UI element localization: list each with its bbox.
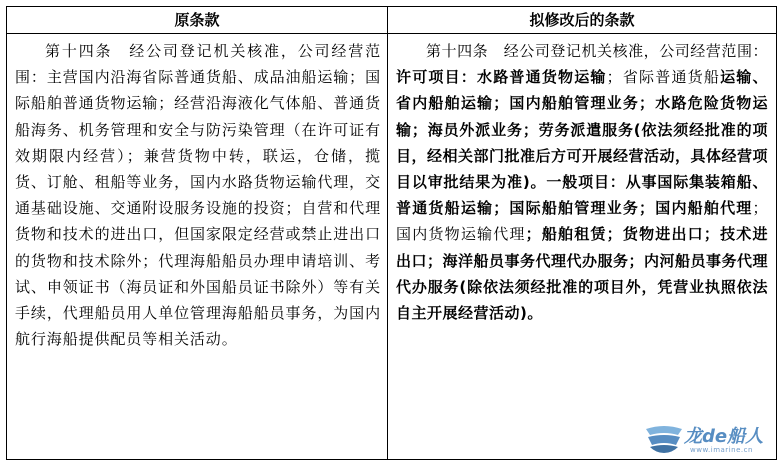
header-revised-clause: 拟修改后的条款 [529, 11, 635, 29]
revised-segment-3: ；省际普通货船 [606, 68, 721, 87]
revised-clause-cell [396, 34, 768, 459]
watermark-brand: 龙de船人 [684, 426, 764, 447]
original-clause-cell [15, 34, 381, 459]
table-header [7, 7, 776, 34]
original-clause-text: 第十四条 经公司登记机关核准，公司经营范围：主营国内沿海省际普通货船、成品油船运输；国际船舶普通货物运输；经营沿海液化气体船、普通货船海务、机务管理和安全与防污染管理（在许可证有效期限内经营）；兼营货物中转，联运，仓储，揽货、订舱、租船等业务，国内水路货物运输代理，交通基础设施、交通附设服务设施的投资；自营和代理货物和技术的进出口，但国家限定经营或禁止进出口的货物和技术除外；代理海船船员办理申请培训、考试、申领证书（海员证和外国船员证书除外）等有关手续，代理船员用人单位管理海船船员事务，为国内航行海船提供配员等相关活动。 [15, 42, 381, 349]
header-original-clause: 原条款 [174, 11, 220, 29]
ship-logo-icon [644, 421, 684, 455]
revised-clause-text [396, 34, 768, 326]
watermark-url: www.imarine.cn [690, 446, 753, 454]
watermark-logo [644, 421, 774, 457]
column-divider [387, 7, 388, 459]
revised-segment-5: ；国内货物运输代理 [396, 199, 768, 244]
revised-segment-4: 运输、省内船舶运输；国内船舶管理业务；水路危险货物运输；海员外派业务；劳务派遣服务(依法须经批准的项目，经相关部门批准后方可开展经营活动，具体经营项目以审批结果为准)。一般项目：从事国际集装箱船、普通货船运输；国际船舶管理业务；国内船舶代理 [396, 68, 768, 218]
comparison-table [6, 6, 777, 460]
revised-segment-2: 许可项目：水路普通货物运输 [396, 68, 607, 87]
revised-segment-6: ；船舶租赁；货物进出口；技术进出口；海洋船员事务代理代办服务；内河船员事务代理代办服务(除依法须经批准的项目外，凭营业执照依法自主开展经营活动)。 [396, 225, 768, 323]
revised-segment-1: 第十四条 经公司登记机关核准，公司经营范围： [426, 42, 768, 60]
